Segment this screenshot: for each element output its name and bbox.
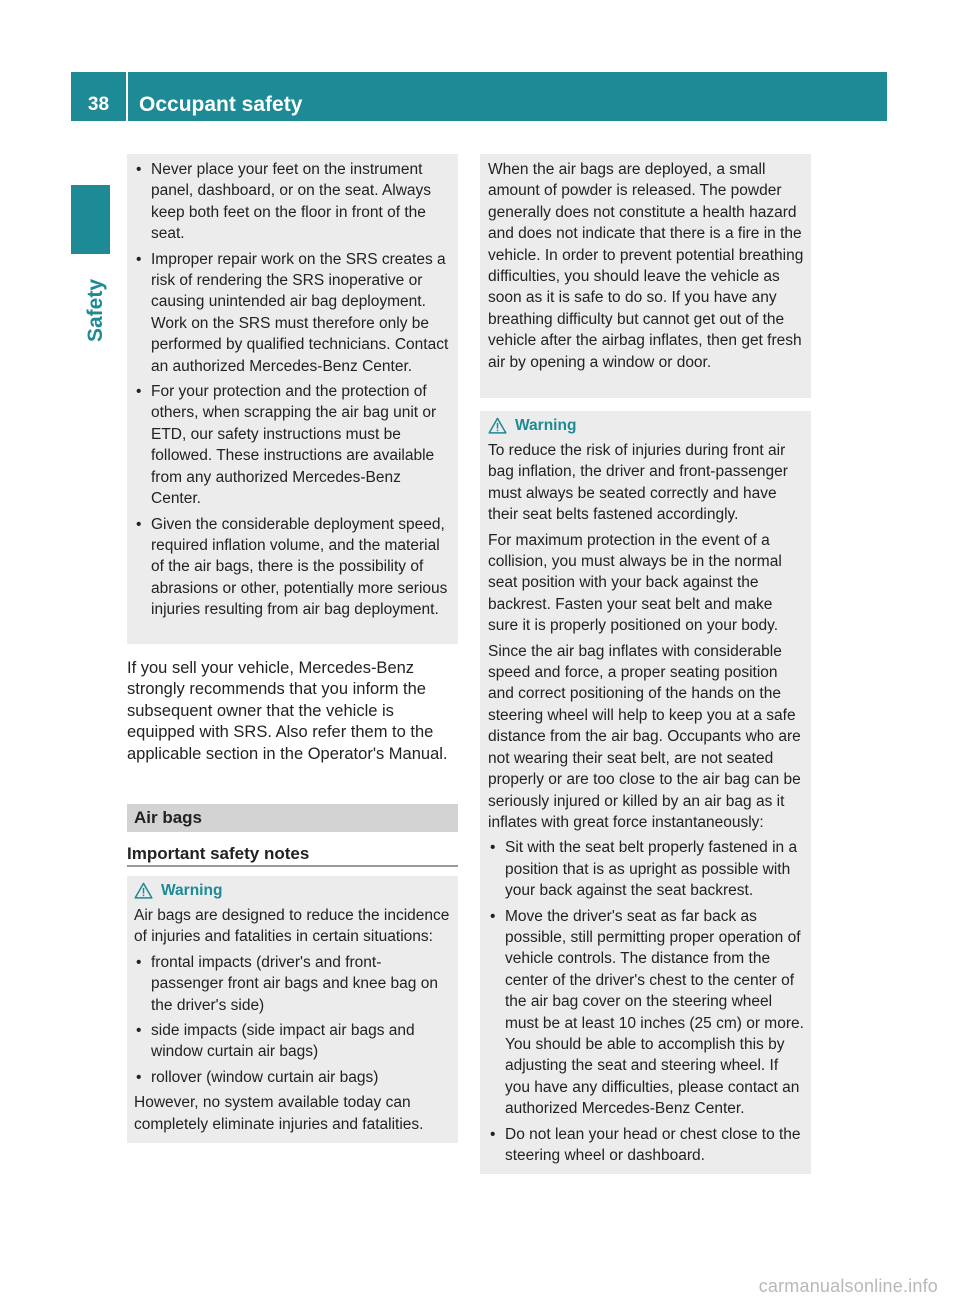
warning-paragraph: To reduce the risk of injuries during front air bag inflation, the driver and front-passenger must always be seated correctly and have their seat belts fastened accordingly. (488, 442, 788, 524)
subsection-heading: Important safety notes (127, 841, 458, 867)
list-item: • rollover (window curtain air bags) (134, 1067, 452, 1088)
warning-box-airbags (127, 876, 458, 1143)
list-item: • Do not lean your head or chest close to the steering wheel or dashboard. (488, 1124, 805, 1167)
warning-intro: Air bags are designed to reduce the incidence of injuries and fatalities in certain situations: (134, 907, 450, 946)
watermark-link[interactable]: carmanualsonline.info (758, 1276, 938, 1296)
list-item: • Never place your feet on the instrument panel, dashboard, or on the seat. Always keep both feet on the floor in front of the seat. (134, 159, 452, 245)
warning-triangle-icon (488, 417, 507, 434)
list-item: • Improper repair work on the SRS creates a risk of rendering the SRS inoperative or causing unintended air bag deployment. Work on the SRS must therefore only be performed by qualified technicians. Contact an authorized Mercedes-Benz Center. (134, 249, 452, 377)
safety-notes-box (127, 154, 458, 644)
warning-title: Warning (161, 882, 223, 899)
warning-heading (488, 415, 805, 436)
list-item: • Move the driver's seat as far back as possible, still permitting proper operation of vehicle controls. The distance from the center of the driver's chest to the center of the air bag cover on the steering wheel must be at least 10 inches (25 cm) or more. You should be able to accomplish this by adjusting the seat and steering wheel. If you have any difficulties, please contact an authorized Mercedes-Benz Center. (488, 906, 805, 1120)
seating-instructions-list (488, 837, 805, 1166)
warning-paragraph: For maximum protection in the event of a collision, you must always be in the normal seat position with your back against the backrest. Fasten your seat belt and make sure it is properly positioned on your body. (488, 531, 782, 635)
section-tab-label: Safety (84, 278, 107, 342)
powder-info-box (480, 154, 811, 398)
list-item: • For your protection and the protection of others, when scrapping the air bag unit or ETD, our safety instructions must be followed. These instructions are available from any authorized Mercedes-Benz Center. (134, 381, 452, 509)
section-tab-marker (71, 185, 110, 254)
page-title: Occupant safety (139, 93, 303, 116)
warning-heading (134, 880, 452, 901)
section-heading: Air bags (127, 804, 458, 832)
resale-paragraph: If you sell your vehicle, Mercedes-Benz strongly recommends that you inform the subsequent owner that the vehicle is equipped with SRS. Also refer them to the applicable section in the Operator's Manual. (127, 659, 448, 763)
page-number: 38 (87, 94, 110, 115)
header-divider (126, 72, 128, 121)
warning-outro: However, no system available today can completely eliminate injuries and fatalities. (134, 1094, 424, 1133)
warning-title: Warning (515, 417, 577, 434)
warning-paragraph: Since the air bag inflates with considerable speed and force, a proper seating position and correct positioning of the hands on the steering wheel will help to keep you at a safe distance from the air bag. Occupants who are not wearing their seat belt, are not seated properly or are too close to the air bag can be seriously injured or killed by an air bag as it inflates with great force instantaneously: (488, 642, 801, 831)
powder-info-text: When the air bags are deployed, a small amount of powder is released. The powder generally does not constitute a health hazard and does not indicate that there is a fire in the vehicle. In order to prevent potential breathing difficulties, you should leave the vehicle as soon as it is safe to do so. If you have any breathing difficulty but cannot get out of the vehicle after the airbag inflates, then get fresh air by opening a window or door. (488, 161, 804, 371)
safety-notes-list (134, 159, 452, 621)
list-item: • Given the considerable deployment speed, required inflation volume, and the material of the air bags, there is the possibility of abrasions or other, potentially more serious injuries resulting from air bag deployment. (134, 514, 452, 621)
list-item: • Sit with the seat belt properly fastened in a position that is as upright as possible with your back against the seat backrest. (488, 837, 805, 901)
list-item: • frontal impacts (driver's and front-passenger front air bags and knee bag on the driver's side) (134, 952, 452, 1016)
warning-situations-list (134, 952, 452, 1088)
list-item: • side impacts (side impact air bags and window curtain air bags) (134, 1020, 452, 1063)
warning-box-seating (480, 411, 811, 1174)
warning-triangle-icon (134, 882, 153, 899)
